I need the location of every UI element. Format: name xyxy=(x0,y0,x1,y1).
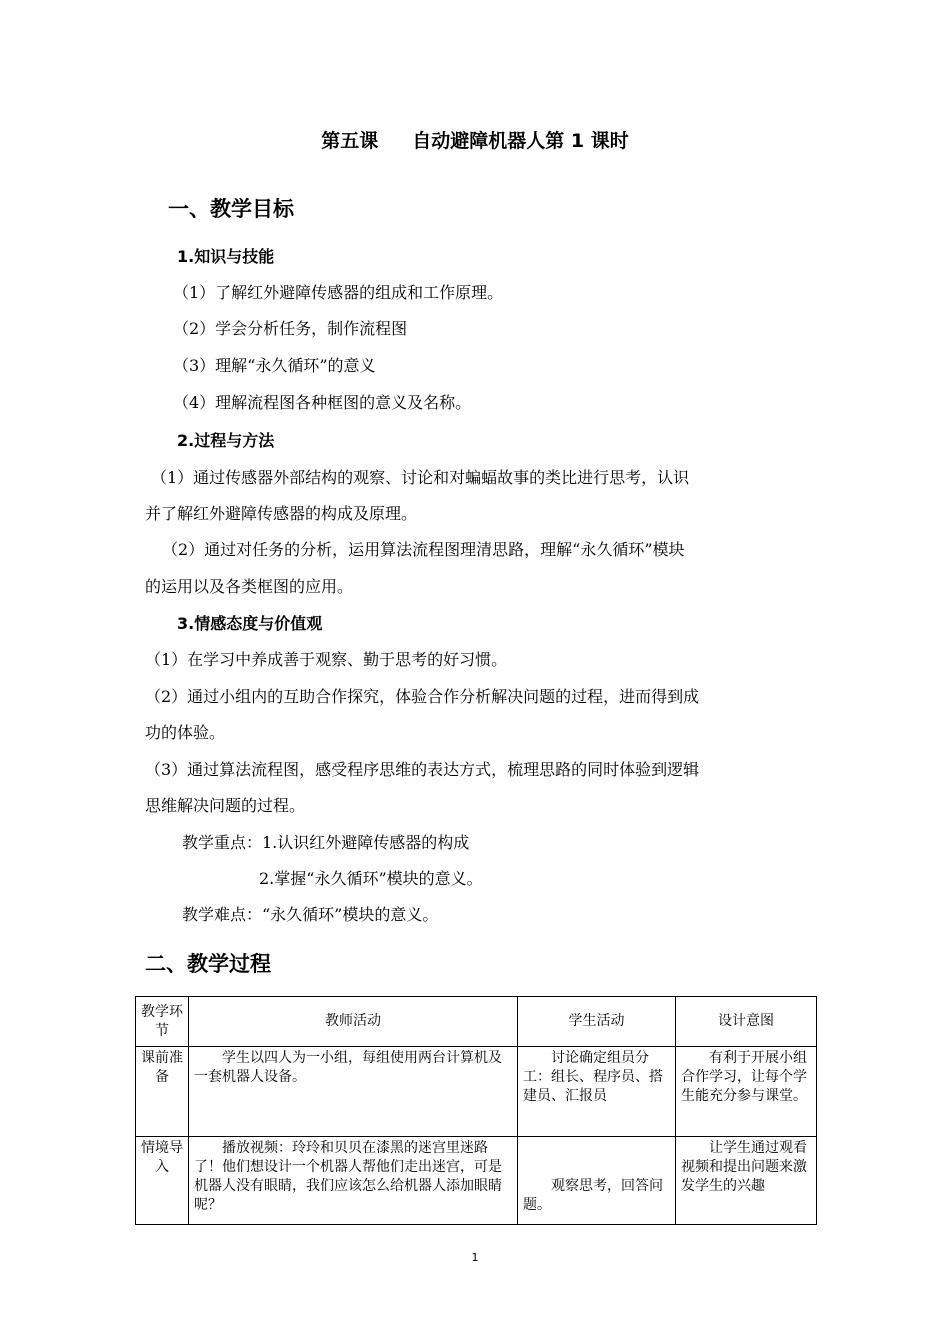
difficulty-point: 教学难点：“永久循环”模块的意义。 xyxy=(182,905,439,924)
attitude-item-3-line2: 思维解决问题的过程。 xyxy=(145,796,306,815)
knowledge-item-1: （1）了解红外避障传感器的组成和工作原理。 xyxy=(173,283,504,302)
table-header-row xyxy=(136,997,817,1047)
row-intent: 有利于开展小组合作学习，让每个学生能充分参与课堂。 xyxy=(676,1047,817,1137)
teaching-process-table xyxy=(135,996,817,1225)
row-stage: 课前准备 xyxy=(136,1047,189,1137)
row-teacher: 播放视频：玲玲和贝贝在漆黑的迷宫里迷路了！他们想设计一个机器人帮他们走出迷宫，可是机器人没有眼睛，我们应该怎么给机器人添加眼睛呢？ xyxy=(189,1137,518,1225)
header-intent: 设计意图 xyxy=(676,997,817,1047)
page-number: 1 xyxy=(471,1251,479,1264)
table-row xyxy=(136,1047,817,1137)
row-intent: 让学生通过观看视频和提出问题来激发学生的兴趣 xyxy=(676,1137,817,1225)
knowledge-item-3: （3）理解“永久循环”的意义 xyxy=(173,356,376,375)
process-item-2-line2: 的运用以及各类框图的应用。 xyxy=(145,577,354,596)
attitude-item-2-line1: （2）通过小组内的互助合作探究，体验合作分析解决问题的过程，进而得到成 xyxy=(145,687,700,706)
header-teacher: 教师活动 xyxy=(189,997,518,1047)
row-student: 讨论确定组员分工：组长、程序员、搭建员、汇报员 xyxy=(518,1047,676,1137)
sub-heading-knowledge: 1.知识与技能 xyxy=(177,247,275,266)
attitude-item-2-line2: 功的体验。 xyxy=(145,723,226,742)
row-student-cell xyxy=(518,1137,676,1225)
row-stage: 情境导入 xyxy=(136,1137,189,1225)
knowledge-item-4: （4）理解流程图各种框图的意义及名称。 xyxy=(173,393,472,412)
page-title xyxy=(0,126,950,153)
sub-heading-attitude: 3.情感态度与价值观 xyxy=(177,614,323,633)
header-stage: 教学环节 xyxy=(136,997,189,1047)
table-row xyxy=(136,1137,817,1225)
row-student: 观察思考，回答问题。 xyxy=(523,1178,663,1213)
header-student: 学生活动 xyxy=(518,997,676,1047)
key-points-line1: 教学重点：1.认识红外避障传感器的构成 xyxy=(182,833,470,852)
attitude-item-1: （1）在学习中养成善于观察、勤于思考的好习惯。 xyxy=(145,650,508,669)
row-teacher: 学生以四人为一小组，每组使用两台计算机及一套机器人设备。 xyxy=(189,1047,518,1137)
process-item-2-line1: （2）通过对任务的分析，运用算法流程图理清思路，理解“永久循环”模块 xyxy=(162,540,685,559)
sub-heading-process: 2.过程与方法 xyxy=(177,431,275,450)
attitude-item-3-line1: （3）通过算法流程图，感受程序思维的表达方式，梳理思路的同时体验到逻辑 xyxy=(145,760,700,779)
section-heading-objectives: 一、教学目标 xyxy=(168,197,294,221)
title-topic: 自动避障机器人第 1 课时 xyxy=(412,130,629,152)
process-item-1-line2: 并了解红外避障传感器的构成及原理。 xyxy=(145,504,418,523)
key-points-line2: 2.掌握“永久循环”模块的意义。 xyxy=(259,869,483,888)
section-heading-process: 二、教学过程 xyxy=(145,952,271,976)
title-lesson: 第五课 xyxy=(321,130,379,152)
knowledge-item-2: （2）学会分析任务，制作流程图 xyxy=(173,319,408,338)
process-item-1-line1: （1）通过传感器外部结构的观察、讨论和对蝙蝠故事的类比进行思考，认识 xyxy=(151,468,690,487)
